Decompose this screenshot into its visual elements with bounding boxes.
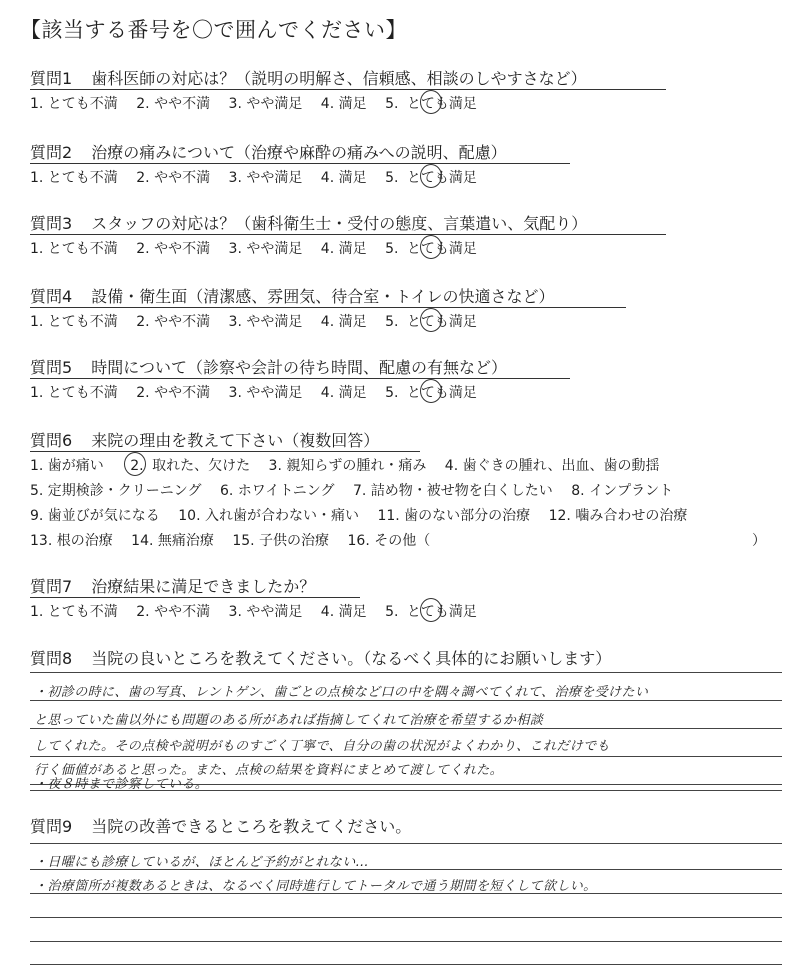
question-label: 質問8: [30, 649, 73, 668]
question-underline: [30, 234, 666, 235]
answer-options: [30, 601, 477, 621]
option-3[interactable]: 3. やや満足: [228, 170, 303, 186]
answer-options: [30, 382, 477, 402]
question-text: 時間について（診察や会計の待ち時間、配慮の有無など）: [91, 358, 507, 377]
question-underline: [30, 163, 570, 164]
answer-options: [30, 167, 477, 187]
option-5[interactable]: 5.: [385, 170, 399, 186]
answer-line: ・治療箇所が複数あるときは、なるべく同時進行してトータルで通う期間を短くして欲しい。: [34, 879, 597, 894]
option-4[interactable]: 4. 満足: [320, 604, 367, 620]
option-5-label: とても満足: [406, 385, 477, 401]
question-text: 設備・衛生面（清潔感、雰囲気、待合室・トイレの快適さなど）: [91, 287, 555, 306]
ruled-line: [30, 941, 782, 942]
option-1[interactable]: 1. とても不満: [30, 314, 118, 330]
question-label: 質問1: [30, 69, 73, 88]
selection-circle: [420, 235, 442, 259]
question-label: 質問4: [30, 287, 73, 306]
reason-15[interactable]: 15. 子供の治療: [232, 533, 330, 549]
option-5[interactable]: 5.: [385, 385, 399, 401]
option-4[interactable]: 4. 満足: [320, 314, 367, 330]
question-label: 質問9: [30, 817, 73, 836]
option-5[interactable]: 5.: [385, 96, 399, 112]
option-5-label: とても満足: [406, 604, 477, 620]
option-3[interactable]: 3. やや満足: [228, 314, 303, 330]
ruled-line: [30, 672, 782, 673]
reason-row-4: [30, 530, 430, 550]
ruled-line: [30, 964, 782, 965]
option-4[interactable]: 4. 満足: [320, 170, 367, 186]
option-5[interactable]: 5.: [385, 314, 399, 330]
question-label: 質問7: [30, 577, 73, 596]
answer-line: と思っていた歯以外にも問題のある所があれば指摘してくれて治療を希望するか相談: [34, 713, 544, 728]
option-2[interactable]: 2. やや不満: [136, 385, 211, 401]
option-5[interactable]: 5.: [385, 604, 399, 620]
reason-8[interactable]: 8. インプラント: [571, 483, 674, 499]
question-text: スタッフの対応は？（歯科衛生士・受付の態度、言葉遣い、気配り）: [91, 214, 588, 233]
option-2[interactable]: 2. やや不満: [136, 604, 211, 620]
option-1[interactable]: 1. とても不満: [30, 385, 118, 401]
question-label: 質問3: [30, 214, 73, 233]
option-4[interactable]: 4. 満足: [320, 96, 367, 112]
option-3[interactable]: 3. やや満足: [228, 241, 303, 257]
answer-options: [30, 311, 477, 331]
option-1[interactable]: 1. とても不満: [30, 241, 118, 257]
ruled-line: [30, 728, 782, 729]
answer-options: [30, 238, 477, 258]
option-3[interactable]: 3. やや満足: [228, 604, 303, 620]
answer-line: ・初診の時に、歯の写真、レントゲン、歯ごとの点検など口の中を隅々調べてくれて、治療を受けたい: [34, 685, 649, 700]
ruled-line: [30, 843, 782, 844]
reason-12[interactable]: 12. 噛み合わせの治療: [548, 508, 688, 524]
option-2[interactable]: 2. やや不満: [136, 241, 211, 257]
reason-3[interactable]: 3. 親知らずの腫れ・痛み: [268, 458, 427, 474]
option-2[interactable]: 2. やや不満: [136, 96, 211, 112]
question-underline: [30, 451, 420, 452]
reason-2-label: 取れた、欠けた: [152, 458, 251, 474]
question-label: 質問5: [30, 358, 73, 377]
ruled-line: [30, 917, 782, 918]
answer-line: ・日曜にも診療しているが、ほとんど予約がとれない…: [34, 855, 370, 870]
question-text: 歯科医師の対応は？（説明の明解さ、信頼感、相談のしやすさなど）: [91, 69, 587, 88]
option-1[interactable]: 1. とても不満: [30, 96, 118, 112]
selection-circle: [420, 308, 442, 332]
reason-13[interactable]: 13. 根の治療: [30, 533, 113, 549]
question-underline: [30, 307, 626, 308]
answer-line: 行く価値があると思った。また、点検の結果を資料にまとめて渡してくれた。: [34, 763, 504, 778]
selection-circle: [124, 452, 146, 476]
option-2[interactable]: 2. やや不満: [136, 170, 211, 186]
option-4[interactable]: 4. 満足: [320, 385, 367, 401]
option-3[interactable]: 3. やや満足: [228, 385, 303, 401]
question-text: 来院の理由を教えて下さい（複数回答）: [91, 431, 380, 450]
option-5-label: とても満足: [406, 170, 477, 186]
option-1[interactable]: 1. とても不満: [30, 604, 118, 620]
option-3[interactable]: 3. やや満足: [228, 96, 303, 112]
reason-9[interactable]: 9. 歯並びが気になる: [30, 508, 160, 524]
question-label: 質問2: [30, 143, 73, 162]
selection-circle: [420, 90, 442, 114]
option-5[interactable]: 5.: [385, 241, 399, 257]
ruled-line: [30, 700, 782, 701]
question-label: 質問6: [30, 431, 73, 450]
option-5-label: とても満足: [406, 96, 477, 112]
reason-1[interactable]: 1. 歯が痛い: [30, 458, 104, 474]
reason-row-3: [30, 505, 687, 525]
question-underline: [30, 378, 570, 379]
selection-circle: [420, 379, 442, 403]
question-underline: [30, 89, 666, 90]
reason-row-2: [30, 480, 673, 500]
reason-5[interactable]: 5. 定期検診・クリーニング: [30, 483, 202, 499]
reason-14[interactable]: 14. 無痛治療: [131, 533, 214, 549]
page-title: 【該当する番号を〇で囲んでください】: [20, 18, 407, 42]
question-text: 当院の良いところを教えてください。（なるべく具体的にお願いします）: [91, 649, 612, 668]
option-2[interactable]: 2. やや不満: [136, 314, 211, 330]
option-4[interactable]: 4. 満足: [320, 241, 367, 257]
question-text: 治療結果に満足できましたか？: [91, 577, 316, 596]
reason-4[interactable]: 4. 歯ぐきの腫れ、出血、歯の動揺: [444, 458, 660, 474]
selection-circle: [420, 164, 442, 188]
question-underline: [30, 597, 360, 598]
option-5-label: とても満足: [406, 241, 477, 257]
reason-2[interactable]: 2.: [130, 458, 144, 474]
reason-7[interactable]: 7. 詰め物・被せ物を白くしたい: [353, 483, 553, 499]
answer-line: ・夜８時まで診察している。: [34, 777, 209, 792]
reason-6[interactable]: 6. ホワイトニング: [219, 483, 335, 499]
selection-circle: [420, 598, 442, 622]
question-text: 治療の痛みについて（治療や麻酔の痛みへの説明、配慮）: [91, 143, 507, 162]
ruled-line: [30, 756, 782, 757]
option-1[interactable]: 1. とても不満: [30, 170, 118, 186]
answer-line: してくれた。その点検や説明がものすごく丁寧で、自分の歯の状況がよくわかり、これだけでも: [34, 739, 610, 754]
reason-16[interactable]: 16. その他（: [347, 533, 431, 549]
answer-options: [30, 93, 477, 113]
question-text: 当院の改善できるところを教えてください。: [91, 817, 412, 836]
other-close-paren: ）: [752, 533, 766, 549]
option-5-label: とても満足: [406, 314, 477, 330]
reason-10[interactable]: 10. 入れ歯が合わない・痛い: [178, 508, 359, 524]
reason-11[interactable]: 11. 歯のない部分の治療: [377, 508, 531, 524]
